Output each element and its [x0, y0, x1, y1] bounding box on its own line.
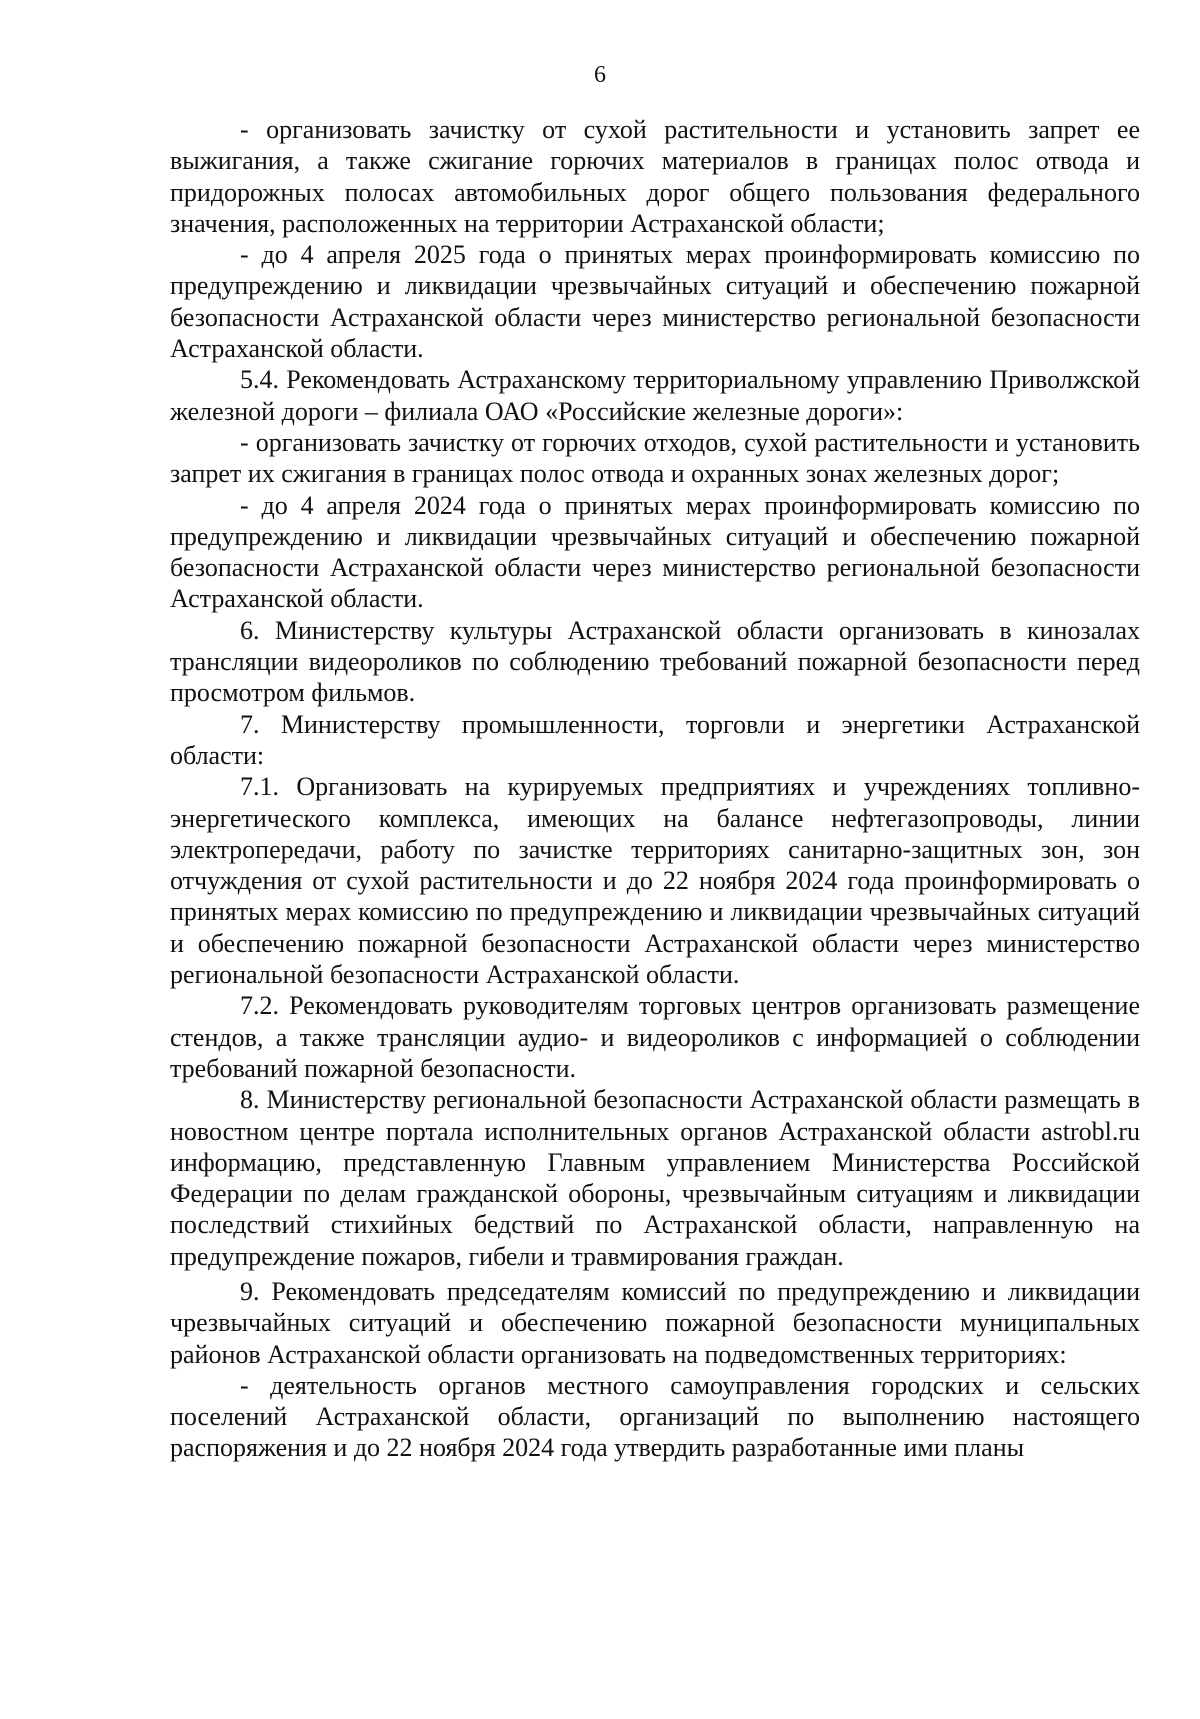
paragraph-report-april-2025: - до 4 апреля 2025 года о принятых мерах проинформировать комиссию по предупреждению и ликвидации чрезвычайных ситуаций и обеспечению пожарной безопасности Астраханской области через министерство региональной безопасности Астраханской области.	[170, 240, 1140, 364]
page-number: 6	[594, 62, 606, 88]
paragraph-7-2-shopping-centers: 7.2. Рекомендовать руководителям торговых центров организовать размещение стендов, а также трансляции аудио- и видеороликов с информацией о соблюдении требований пожарной безопасности.	[170, 991, 1140, 1083]
paragraph-9-commission-chairs: 9. Рекомендовать председателям комиссий по предупреждению и ликвидации чрезвычайных ситуаций и обеспечению пожарной безопасности муниципальных районов Астраханской области организовать на подведомственных территориях:	[170, 1276, 1140, 1369]
paragraph-local-government-activity: - деятельность органов местного самоуправления городских и сельских поселений Астраханской области, организаций по выполнению настоящего распоряжения и до 22 ноября 2024 года утвердить разработанные ими планы	[170, 1370, 1140, 1463]
paragraph-report-april-2024: - до 4 апреля 2024 года о принятых мерах проинформировать комиссию по предупреждению и ликвидации чрезвычайных ситуаций и обеспечению пожарной безопасности Астраханской области через министерство региональной безопасности Астраханской области.	[170, 490, 1140, 614]
paragraph-railway-cleanup: - организовать зачистку от горючих отходов, сухой растительности и установить запрет их сжигания в границах полос отвода и охранных зонах железных дорог;	[170, 427, 1140, 489]
paragraph-7-industry-ministry: 7. Министерству промышленности, торговли и энергетики Астраханской области:	[170, 709, 1140, 770]
paragraph-8-regional-security: 8. Министерству региональной безопасности Астраханской области размещать в новостном центре портала исполнительных органов Астраханской области astrobl.ru информацию, представленную Главным управлением Министерства Российской Федерации по делам гражданской обороны, чрезвычайным ситуациям и ликвидации последствий стихийных бедствий по Астраханской области, направленную на предупреждение пожаров, гибели и травмирования граждан.	[170, 1085, 1140, 1271]
paragraph-6-culture-ministry: 6. Министерству культуры Астраханской области организовать в кинозалах трансляции видеороликов по соблюдению требований пожарной безопасности перед просмотром фильмов.	[170, 615, 1140, 708]
document-body	[170, 114, 1140, 1464]
paragraph-7-1-fuel-energy: 7.1. Организовать на курируемых предприятиях и учреждениях топливно-энергетического комплекса, имеющих на балансе нефтегазопроводы, линии электропередачи, работу по зачистке территориях санитарно-защитных зон, зон отчуждения от сухой растительности и до 22 ноября 2024 года проинформировать о принятых мерах комиссию по предупреждению и ликвидации чрезвычайных ситуаций и обеспечению пожарной безопасности Астраханской области через министерство региональной безопасности Астраханской области.	[170, 772, 1140, 990]
paragraph-5-4-railway-recommendation: 5.4. Рекомендовать Астраханскому территориальному управлению Приволжской железной дороги – филиала ОАО «Российские железные дороги»:	[170, 365, 1140, 426]
paragraph-roadside-cleanup: - организовать зачистку от сухой растительности и установить запрет ее выжигания, а также сжигание горючих материалов в границах полос отвода и придорожных полосах автомобильных дорог общего пользования федерального значения, расположенных на территории Астраханской области;	[170, 115, 1140, 238]
